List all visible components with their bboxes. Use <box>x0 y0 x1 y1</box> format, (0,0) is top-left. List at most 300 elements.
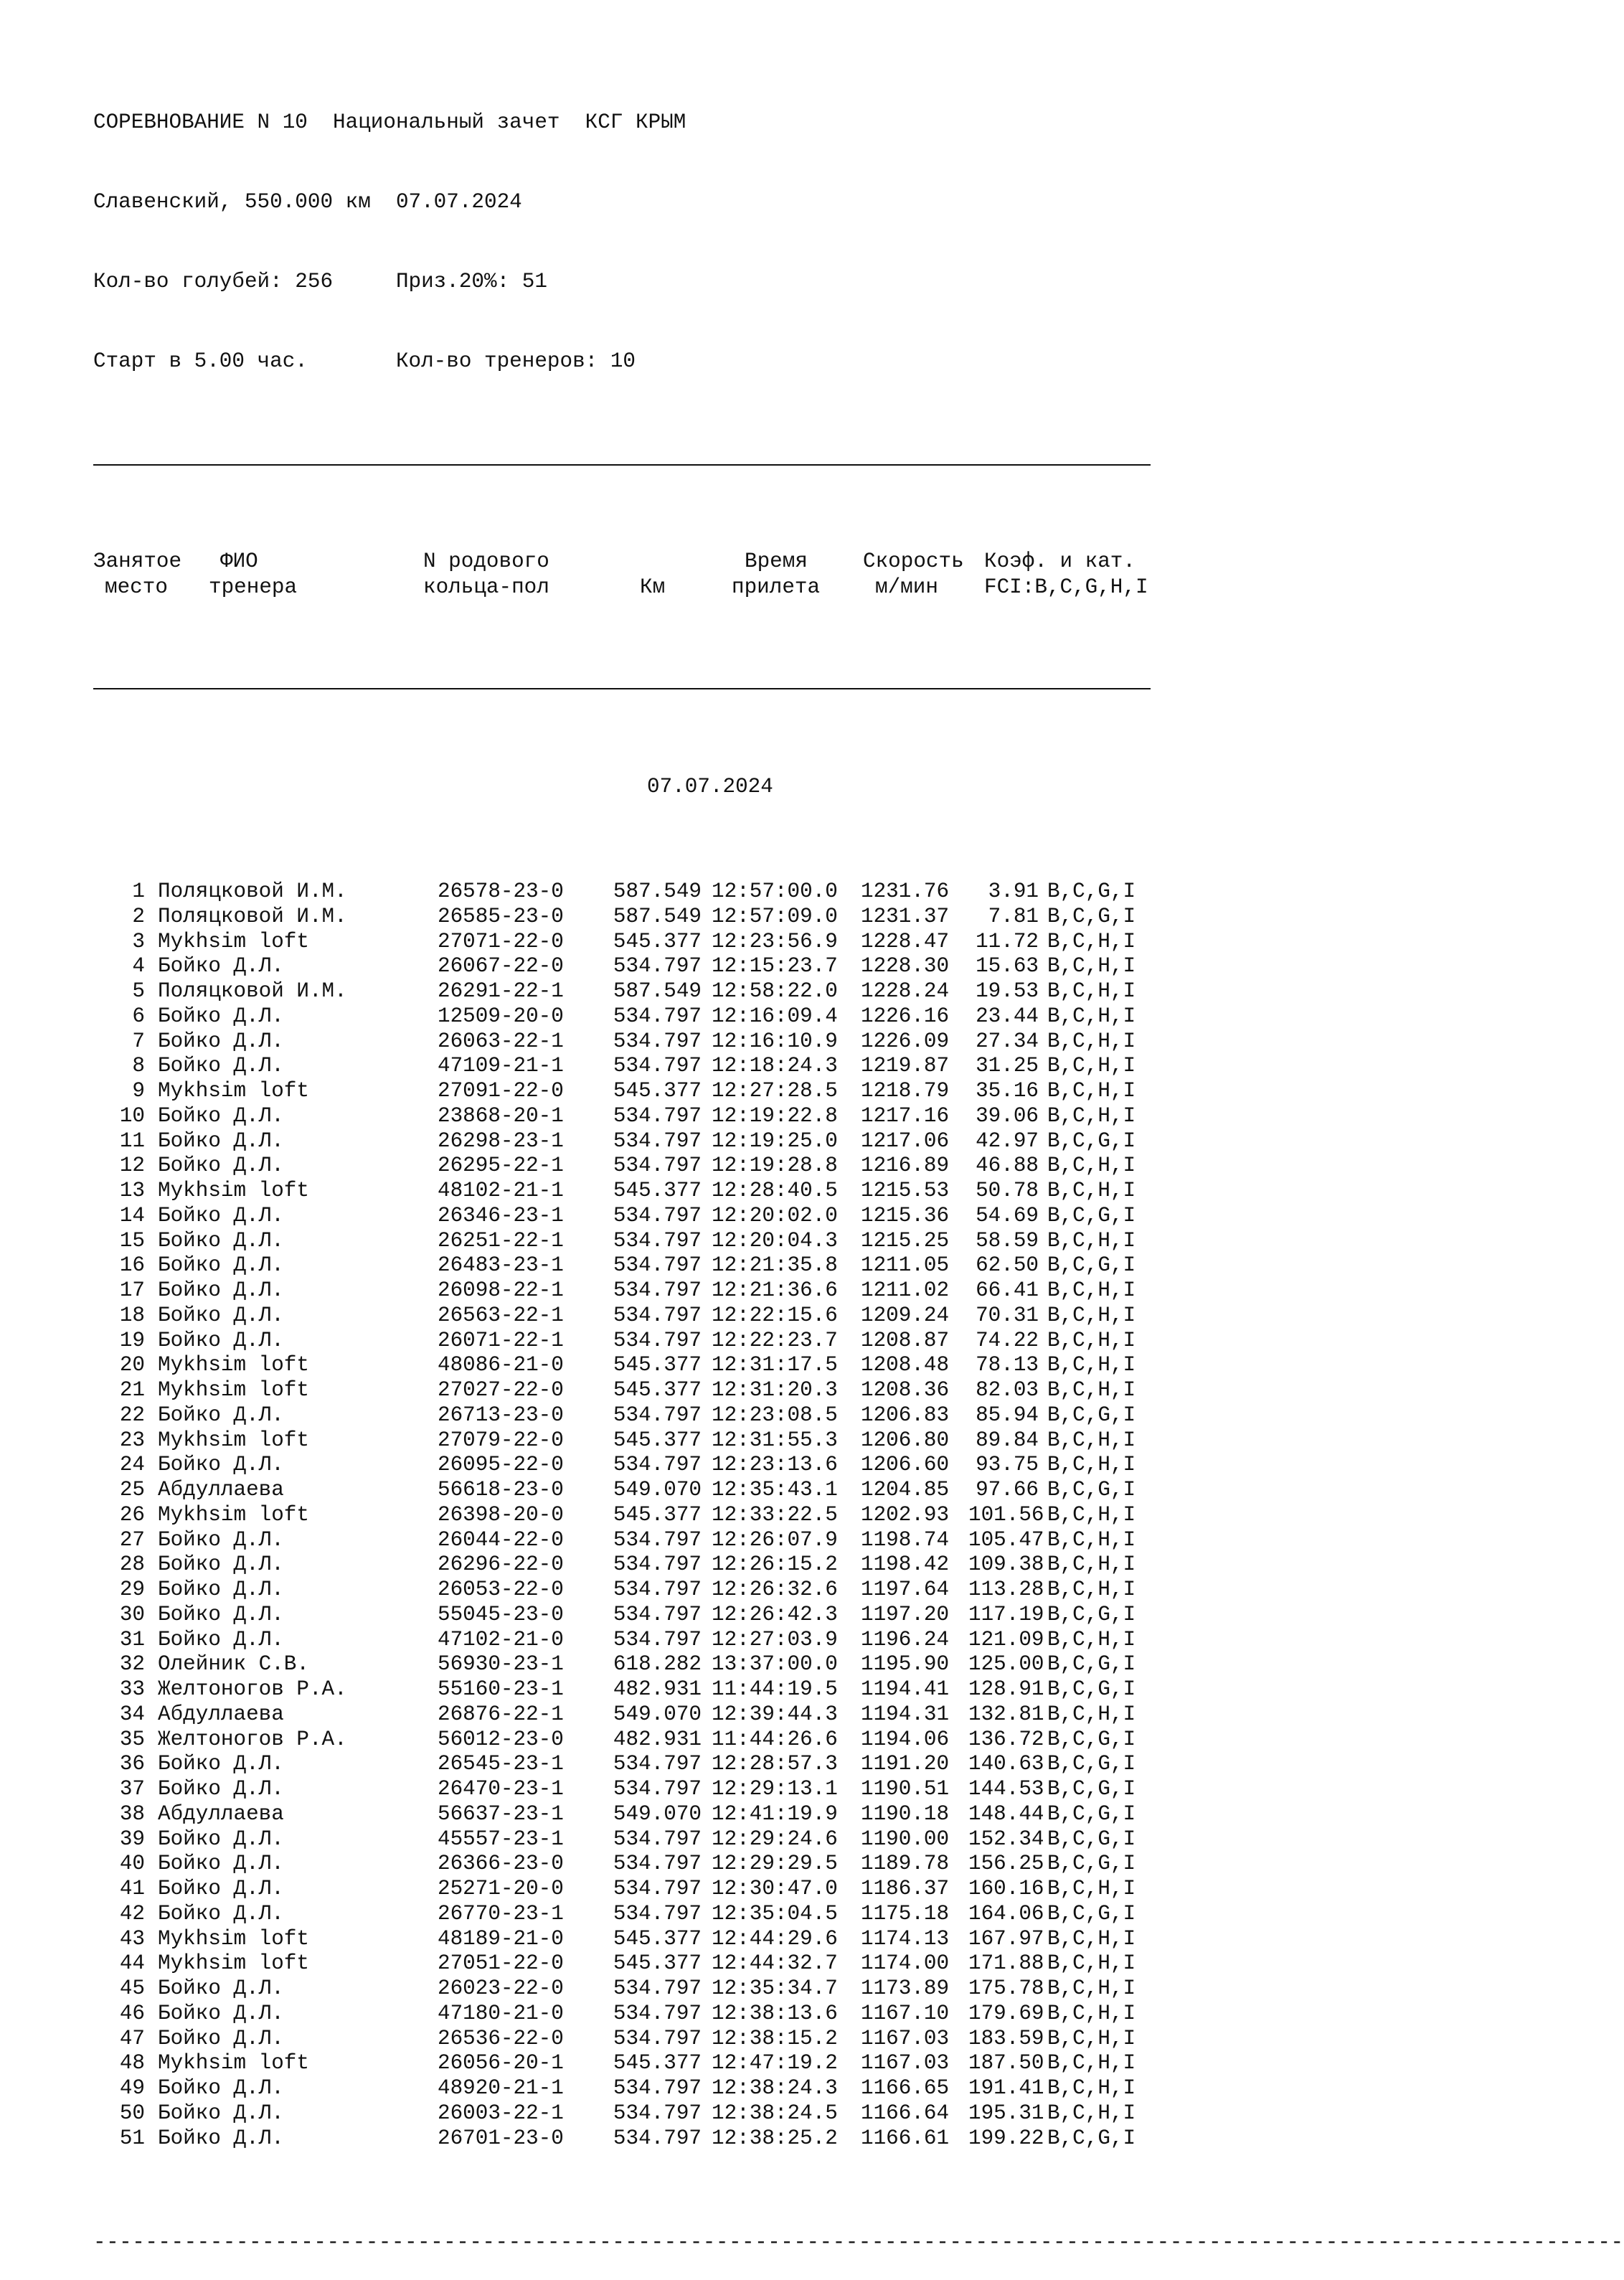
cell-speed: 1167.10 <box>861 2001 950 2025</box>
cell-category: B,C,G,I <box>1047 880 1136 903</box>
cell-place: 46 <box>119 2001 145 2025</box>
table-row <box>93 1752 1155 1777</box>
cell-distance-km: 545.377 <box>613 929 702 953</box>
cell-coefficient: 144.53 <box>968 1777 1044 1801</box>
cell-trainer-name: Олейник С.В. <box>158 1652 309 1677</box>
cell-distance-km: 534.797 <box>613 1527 702 1552</box>
cell-ring-number: 26770-23-1 <box>438 1901 564 1926</box>
cell-ring-number: 26713-23-0 <box>438 1403 564 1427</box>
cell-category: B,C,G,I <box>1047 1677 1136 1701</box>
cell-category: B,C,H,I <box>1047 1926 1136 1951</box>
table-row <box>93 1977 1155 2002</box>
table-row <box>93 1827 1155 1852</box>
cell-ring-number: 55160-23-1 <box>438 1677 564 1701</box>
cell-place: 21 <box>119 1378 145 1402</box>
cell-trainer-name: Бойко Д.Л. <box>158 1877 284 1900</box>
top-divider <box>93 464 1151 466</box>
cell-coefficient: 85.94 <box>976 1403 1039 1427</box>
cell-category: B,C,H,I <box>1047 1502 1136 1527</box>
table-row <box>93 1253 1155 1278</box>
cell-category: B,C,H,I <box>1047 1228 1136 1253</box>
cell-speed: 1231.76 <box>861 880 950 903</box>
cell-coefficient: 31.25 <box>976 1054 1039 1078</box>
cell-arrival-time: 12:35:43.1 <box>712 1478 838 1502</box>
cell-trainer-name: Желтоногов Р.А. <box>158 1727 347 1751</box>
cell-speed: 1211.05 <box>861 1253 950 1278</box>
cell-arrival-time: 12:44:32.7 <box>712 1951 838 1976</box>
cell-arrival-time: 12:19:25.0 <box>712 1129 838 1153</box>
cell-trainer-name: Бойко Д.Л. <box>158 1203 284 1228</box>
header-coef-1: Коэф. и кат. <box>984 550 1136 573</box>
cell-place: 38 <box>119 1801 145 1826</box>
cell-arrival-time: 12:23:08.5 <box>712 1403 838 1427</box>
cell-speed: 1208.48 <box>861 1353 950 1377</box>
cell-place: 12 <box>119 1154 145 1178</box>
header-ring-2: кольца-пол <box>423 575 549 599</box>
cell-trainer-name: Mykhsim loft <box>158 1926 309 1951</box>
cell-category: B,C,H,I <box>1047 954 1136 979</box>
header-place-1: Занятое <box>93 550 182 573</box>
cell-ring-number: 48086-21-0 <box>438 1353 564 1377</box>
cell-ring-number: 26063-22-1 <box>438 1029 564 1053</box>
cell-arrival-time: 12:26:15.2 <box>712 1553 838 1577</box>
cell-category: B,C,G,I <box>1047 1602 1136 1626</box>
cell-distance-km: 534.797 <box>613 2026 702 2050</box>
table-row <box>93 954 1155 979</box>
cell-category: B,C,H,I <box>1047 1578 1136 1601</box>
cell-distance-km: 534.797 <box>613 1303 702 1327</box>
cell-trainer-name: Бойко Д.Л. <box>158 1129 284 1153</box>
cell-coefficient: 58.59 <box>976 1228 1039 1253</box>
date-group-row <box>93 775 1155 800</box>
cell-distance-km: 534.797 <box>613 1752 702 1776</box>
cell-coefficient: 50.78 <box>976 1179 1039 1202</box>
cell-ring-number: 26701-23-0 <box>438 2126 564 2150</box>
cell-arrival-time: 12:21:36.6 <box>712 1278 838 1302</box>
cell-category: B,C,H,I <box>1047 1303 1136 1327</box>
cell-coefficient: 164.06 <box>968 1901 1044 1926</box>
cell-arrival-time: 12:38:15.2 <box>712 2026 838 2050</box>
cell-trainer-name: Бойко Д.Л. <box>158 1627 284 1652</box>
cell-place: 43 <box>119 1926 145 1951</box>
table-row <box>93 1453 1155 1478</box>
cell-arrival-time: 12:57:00.0 <box>712 880 838 903</box>
cell-category: B,C,G,I <box>1047 1752 1136 1776</box>
table-row <box>93 1528 1155 1553</box>
cell-category: B,C,G,I <box>1047 1203 1136 1228</box>
cell-place: 10 <box>119 1103 145 1128</box>
cell-place: 6 <box>132 1004 145 1028</box>
cell-distance-km: 482.931 <box>613 1727 702 1751</box>
table-row <box>93 2051 1155 2076</box>
cell-speed: 1166.64 <box>861 2101 950 2125</box>
cell-arrival-time: 12:38:24.3 <box>712 2076 838 2100</box>
cell-distance-km: 534.797 <box>613 1004 702 1028</box>
cell-category: B,C,H,I <box>1047 1328 1136 1352</box>
cell-arrival-time: 12:29:29.5 <box>712 1852 838 1876</box>
cell-distance-km: 534.797 <box>613 1877 702 1900</box>
cell-speed: 1194.31 <box>861 1702 950 1726</box>
cell-arrival-time: 12:16:09.4 <box>712 1004 838 1028</box>
cell-ring-number: 26876-22-1 <box>438 1702 564 1726</box>
cell-speed: 1218.79 <box>861 1079 950 1103</box>
cell-speed: 1226.09 <box>861 1029 950 1053</box>
cell-place: 39 <box>119 1827 145 1851</box>
cell-distance-km: 534.797 <box>613 1977 702 2000</box>
table-row <box>93 905 1155 930</box>
results-table <box>93 880 1155 2151</box>
cell-arrival-time: 12:26:42.3 <box>712 1602 838 1626</box>
cell-speed: 1231.37 <box>861 904 950 928</box>
header-time-2: прилета <box>732 575 821 599</box>
cell-ring-number: 26298-23-1 <box>438 1129 564 1153</box>
table-row <box>93 1628 1155 1653</box>
table-row <box>93 930 1155 955</box>
cell-place: 31 <box>119 1627 145 1652</box>
header-place-2: место <box>105 575 168 599</box>
table-row <box>93 1004 1155 1030</box>
cell-trainer-name: Mykhsim loft <box>158 1179 309 1202</box>
cell-arrival-time: 12:31:17.5 <box>712 1353 838 1377</box>
cell-trainer-name: Поляцковой И.М. <box>158 979 347 1003</box>
cell-trainer-name: Бойко Д.Л. <box>158 1777 284 1801</box>
cell-place: 16 <box>119 1253 145 1278</box>
cell-distance-km: 549.070 <box>613 1702 702 1726</box>
cell-category: B,C,H,I <box>1047 1353 1136 1377</box>
cell-category: B,C,H,I <box>1047 1029 1136 1053</box>
cell-place: 36 <box>119 1752 145 1776</box>
cell-coefficient: 136.72 <box>968 1727 1044 1751</box>
cell-ring-number: 26044-22-0 <box>438 1527 564 1552</box>
table-row <box>93 1329 1155 1354</box>
cell-coefficient: 128.91 <box>968 1677 1044 1701</box>
cell-arrival-time: 12:28:57.3 <box>712 1752 838 1776</box>
cell-coefficient: 183.59 <box>968 2026 1044 2050</box>
header-name-1: ФИО <box>220 550 258 573</box>
cell-category: B,C,G,I <box>1047 1253 1136 1278</box>
cell-trainer-name: Бойко Д.Л. <box>158 2076 284 2100</box>
cell-place: 26 <box>119 1502 145 1527</box>
cell-ring-number: 26398-20-0 <box>438 1502 564 1527</box>
cell-place: 49 <box>119 2076 145 2100</box>
cell-coefficient: 148.44 <box>968 1801 1044 1826</box>
cell-speed: 1191.20 <box>861 1752 950 1776</box>
cell-place: 28 <box>119 1553 145 1577</box>
cell-coefficient: 167.97 <box>968 1926 1044 1951</box>
table-row <box>93 1728 1155 1753</box>
table-row <box>93 1777 1155 1802</box>
table-row <box>93 1852 1155 1877</box>
cell-distance-km: 534.797 <box>613 1453 702 1477</box>
cell-speed: 1215.25 <box>861 1228 950 1253</box>
cell-ring-number: 26366-23-0 <box>438 1852 564 1876</box>
cell-place: 15 <box>119 1228 145 1253</box>
cell-place: 5 <box>132 979 145 1003</box>
cell-speed: 1206.83 <box>861 1403 950 1427</box>
cell-coefficient: 179.69 <box>968 2001 1044 2025</box>
cell-category: B,C,H,I <box>1047 1951 1136 1976</box>
table-row <box>93 1553 1155 1578</box>
cell-place: 25 <box>119 1478 145 1502</box>
cell-trainer-name: Mykhsim loft <box>158 1378 309 1402</box>
cell-trainer-name: Поляцковой И.М. <box>158 880 347 903</box>
cell-place: 27 <box>119 1527 145 1552</box>
table-row <box>93 1902 1155 1927</box>
cell-place: 51 <box>119 2126 145 2150</box>
cell-coefficient: 27.34 <box>976 1029 1039 1053</box>
cell-category: B,C,H,I <box>1047 1877 1136 1900</box>
cell-trainer-name: Желтоногов Р.А. <box>158 1677 347 1701</box>
cell-speed: 1206.60 <box>861 1453 950 1477</box>
cell-ring-number: 12509-20-0 <box>438 1004 564 1028</box>
cell-speed: 1226.16 <box>861 1004 950 1028</box>
header-speed-1: Скорость <box>863 550 964 573</box>
cell-place: 30 <box>119 1602 145 1626</box>
cell-place: 33 <box>119 1677 145 1701</box>
header-divider <box>93 688 1151 689</box>
cell-speed: 1202.93 <box>861 1502 950 1527</box>
cell-speed: 1208.36 <box>861 1378 950 1402</box>
cell-coefficient: 132.81 <box>968 1702 1044 1726</box>
cell-speed: 1174.00 <box>861 1951 950 1976</box>
cell-trainer-name: Mykhsim loft <box>158 929 309 953</box>
cell-arrival-time: 12:28:40.5 <box>712 1179 838 1202</box>
cell-category: B,C,G,I <box>1047 1801 1136 1826</box>
cell-ring-number: 56618-23-0 <box>438 1478 564 1502</box>
cell-distance-km: 545.377 <box>613 1079 702 1103</box>
cell-ring-number: 26053-22-0 <box>438 1578 564 1601</box>
cell-arrival-time: 12:41:19.9 <box>712 1801 838 1826</box>
table-row <box>93 1877 1155 1902</box>
cell-coefficient: 175.78 <box>968 1977 1044 2000</box>
cell-ring-number: 45557-23-1 <box>438 1827 564 1851</box>
cell-distance-km: 587.549 <box>613 979 702 1003</box>
cell-ring-number: 47109-21-1 <box>438 1054 564 1078</box>
cell-coefficient: 82.03 <box>976 1378 1039 1402</box>
cell-arrival-time: 12:27:28.5 <box>712 1079 838 1103</box>
cell-speed: 1217.06 <box>861 1129 950 1153</box>
cell-speed: 1206.80 <box>861 1428 950 1452</box>
cell-distance-km: 545.377 <box>613 2051 702 2076</box>
table-row <box>93 1578 1155 1603</box>
cell-distance-km: 482.931 <box>613 1677 702 1701</box>
cell-arrival-time: 12:23:13.6 <box>712 1453 838 1477</box>
cell-category: B,C,H,I <box>1047 1627 1136 1652</box>
cell-category: B,C,G,I <box>1047 1403 1136 1427</box>
cell-coefficient: 7.81 <box>988 904 1039 928</box>
table-row <box>93 1378 1155 1403</box>
cell-trainer-name: Бойко Д.Л. <box>158 1253 284 1278</box>
cell-ring-number: 27091-22-0 <box>438 1079 564 1103</box>
cell-distance-km: 534.797 <box>613 1228 702 1253</box>
cell-trainer-name: Бойко Д.Л. <box>158 2126 284 2150</box>
cell-speed: 1197.64 <box>861 1578 950 1601</box>
cell-coefficient: 105.47 <box>968 1527 1044 1552</box>
cell-arrival-time: 12:44:29.6 <box>712 1926 838 1951</box>
cell-trainer-name: Абдуллаева <box>158 1702 284 1726</box>
cell-arrival-time: 12:35:04.5 <box>712 1901 838 1926</box>
header-speed-2: м/мин <box>875 575 938 599</box>
cell-place: 37 <box>119 1777 145 1801</box>
cell-place: 24 <box>119 1453 145 1477</box>
cell-trainer-name: Бойко Д.Л. <box>158 1154 284 1178</box>
cell-speed: 1228.47 <box>861 929 950 953</box>
cell-speed: 1219.87 <box>861 1054 950 1078</box>
cell-distance-km: 587.549 <box>613 904 702 928</box>
cell-coefficient: 117.19 <box>968 1602 1044 1626</box>
cell-place: 22 <box>119 1403 145 1427</box>
cell-arrival-time: 12:33:22.5 <box>712 1502 838 1527</box>
table-row <box>93 1278 1155 1304</box>
cell-trainer-name: Бойко Д.Л. <box>158 1852 284 1876</box>
cell-arrival-time: 12:31:55.3 <box>712 1428 838 1452</box>
table-row <box>93 2126 1155 2152</box>
cell-ring-number: 26251-22-1 <box>438 1228 564 1253</box>
cell-coefficient: 74.22 <box>976 1328 1039 1352</box>
cell-arrival-time: 12:22:15.6 <box>712 1303 838 1327</box>
cell-distance-km: 534.797 <box>613 1129 702 1153</box>
cell-speed: 1198.74 <box>861 1527 950 1552</box>
cell-place: 47 <box>119 2026 145 2050</box>
cell-place: 40 <box>119 1852 145 1876</box>
cell-coefficient: 109.38 <box>968 1553 1044 1577</box>
cell-speed: 1211.02 <box>861 1278 950 1302</box>
header-km: Км <box>640 575 666 599</box>
cell-trainer-name: Абдуллаева <box>158 1801 284 1826</box>
cell-trainer-name: Бойко Д.Л. <box>158 1328 284 1352</box>
cell-category: B,C,H,I <box>1047 1179 1136 1202</box>
cell-category: B,C,G,I <box>1047 1727 1136 1751</box>
cell-ring-number: 26346-23-1 <box>438 1203 564 1228</box>
cell-ring-number: 26095-22-0 <box>438 1453 564 1477</box>
cell-ring-number: 47102-21-0 <box>438 1627 564 1652</box>
cell-distance-km: 534.797 <box>613 2126 702 2150</box>
cell-coefficient: 113.28 <box>968 1578 1044 1601</box>
cell-trainer-name: Бойко Д.Л. <box>158 1403 284 1427</box>
cell-category: B,C,G,I <box>1047 904 1136 928</box>
cell-ring-number: 27071-22-0 <box>438 929 564 953</box>
cell-speed: 1194.41 <box>861 1677 950 1701</box>
table-row <box>93 1603 1155 1628</box>
cell-ring-number: 27051-22-0 <box>438 1951 564 1976</box>
cell-category: B,C,H,I <box>1047 1054 1136 1078</box>
cell-distance-km: 545.377 <box>613 1502 702 1527</box>
cell-category: B,C,H,I <box>1047 2076 1136 2100</box>
cell-trainer-name: Бойко Д.Л. <box>158 1228 284 1253</box>
table-row <box>93 1154 1155 1179</box>
table-row <box>93 1802 1155 1827</box>
date-group-label: 07.07.2024 <box>647 775 773 799</box>
cell-category: B,C,H,I <box>1047 1453 1136 1477</box>
cell-speed: 1216.89 <box>861 1154 950 1178</box>
cell-distance-km: 545.377 <box>613 1378 702 1402</box>
cell-place: 35 <box>119 1727 145 1751</box>
cell-distance-km: 549.070 <box>613 1478 702 1502</box>
cell-category: B,C,H,I <box>1047 1278 1136 1302</box>
cell-coefficient: 46.88 <box>976 1154 1039 1178</box>
cell-ring-number: 26067-22-0 <box>438 954 564 979</box>
cell-distance-km: 549.070 <box>613 1801 702 1826</box>
cell-ring-number: 48920-21-1 <box>438 2076 564 2100</box>
header-time-1: Время <box>745 550 808 573</box>
cell-place: 44 <box>119 1951 145 1976</box>
cell-category: B,C,G,I <box>1047 1129 1136 1153</box>
column-headers <box>93 545 1155 608</box>
cell-ring-number: 27027-22-0 <box>438 1378 564 1402</box>
cell-place: 8 <box>132 1054 145 1078</box>
cell-trainer-name: Бойко Д.Л. <box>158 2001 284 2025</box>
cell-trainer-name: Бойко Д.Л. <box>158 1278 284 1302</box>
cell-distance-km: 534.797 <box>613 1278 702 1302</box>
cell-ring-number: 26056-20-1 <box>438 2051 564 2076</box>
cell-category: B,C,G,I <box>1047 2126 1136 2150</box>
cell-category: B,C,G,I <box>1047 1901 1136 1926</box>
cell-place: 32 <box>119 1652 145 1677</box>
cell-category: B,C,H,I <box>1047 929 1136 953</box>
table-row <box>93 1503 1155 1528</box>
cell-coefficient: 35.16 <box>976 1079 1039 1103</box>
cell-arrival-time: 12:19:28.8 <box>712 1154 838 1178</box>
cell-trainer-name: Бойко Д.Л. <box>158 2101 284 2125</box>
cell-speed: 1167.03 <box>861 2051 950 2076</box>
cell-speed: 1215.53 <box>861 1179 950 1202</box>
table-row <box>93 1079 1155 1104</box>
cell-arrival-time: 12:38:24.5 <box>712 2101 838 2125</box>
cell-ring-number: 25271-20-0 <box>438 1877 564 1900</box>
cell-category: B,C,H,I <box>1047 2101 1136 2125</box>
cell-arrival-time: 12:47:19.2 <box>712 2051 838 2076</box>
cell-trainer-name: Бойко Д.Л. <box>158 1054 284 1078</box>
cell-place: 50 <box>119 2101 145 2125</box>
cell-distance-km: 534.797 <box>613 1328 702 1352</box>
cell-place: 29 <box>119 1578 145 1601</box>
cell-ring-number: 26295-22-1 <box>438 1154 564 1178</box>
cell-ring-number: 26296-22-0 <box>438 1553 564 1577</box>
cell-trainer-name: Бойко Д.Л. <box>158 1303 284 1327</box>
cell-arrival-time: 12:15:23.7 <box>712 954 838 979</box>
cell-ring-number: 26578-23-0 <box>438 880 564 903</box>
table-row <box>93 1403 1155 1428</box>
cell-coefficient: 66.41 <box>976 1278 1039 1302</box>
cell-category: B,C,H,I <box>1047 1154 1136 1178</box>
cell-ring-number: 56012-23-0 <box>438 1727 564 1751</box>
cell-category: B,C,G,I <box>1047 1827 1136 1851</box>
cell-distance-km: 545.377 <box>613 1951 702 1976</box>
cell-trainer-name: Бойко Д.Л. <box>158 1453 284 1477</box>
table-row <box>93 1054 1155 1079</box>
cell-ring-number: 26483-23-1 <box>438 1253 564 1278</box>
cell-arrival-time: 13:37:00.0 <box>712 1652 838 1677</box>
cell-distance-km: 534.797 <box>613 1203 702 1228</box>
cell-ring-number: 48189-21-0 <box>438 1926 564 1951</box>
bottom-divider: ---------------------------------------------------------------------------------------------------------------------- <box>93 2230 1624 2255</box>
cell-speed: 1175.18 <box>861 1901 950 1926</box>
cell-trainer-name: Бойко Д.Л. <box>158 1029 284 1053</box>
cell-ring-number: 26003-22-1 <box>438 2101 564 2125</box>
cell-speed: 1215.36 <box>861 1203 950 1228</box>
cell-coefficient: 101.56 <box>968 1502 1044 1527</box>
cell-distance-km: 534.797 <box>613 954 702 979</box>
cell-speed: 1195.90 <box>861 1652 950 1677</box>
table-row <box>93 1478 1155 1503</box>
table-row <box>93 2076 1155 2101</box>
cell-ring-number: 27079-22-0 <box>438 1428 564 1452</box>
cell-arrival-time: 12:21:35.8 <box>712 1253 838 1278</box>
cell-speed: 1166.65 <box>861 2076 950 2100</box>
cell-arrival-time: 12:30:47.0 <box>712 1877 838 1900</box>
header-name-2: тренера <box>209 575 298 599</box>
table-row <box>93 2027 1155 2052</box>
